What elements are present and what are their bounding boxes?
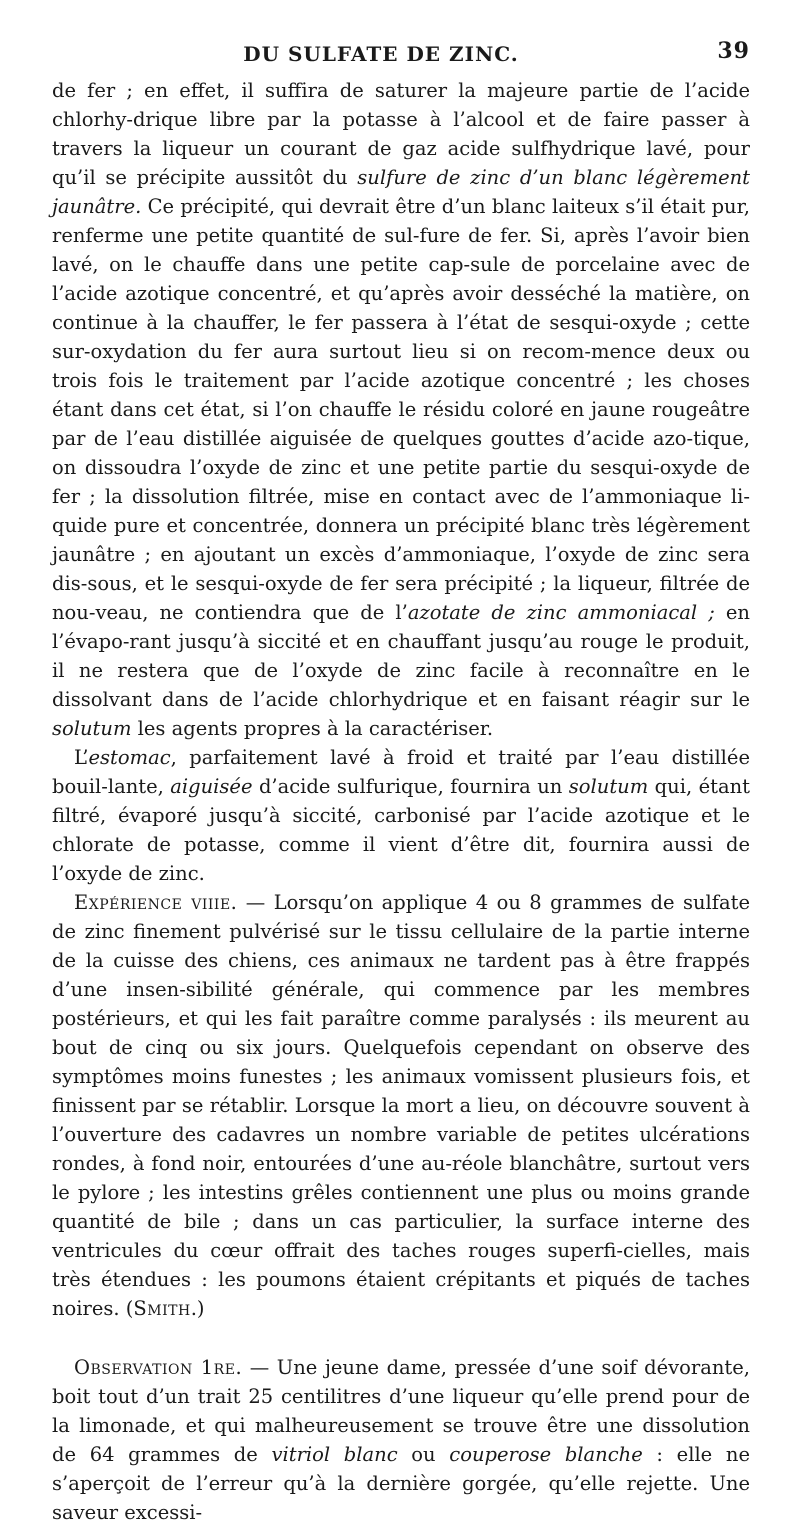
italic-term: sulfure de zinc d’un blanc légèrement jaunâtre. [52,166,750,218]
text-run: : elle ne s’aperçoit de l’erreur qu’à la dernière gorgée, qu’elle rejette. Une saveur excessi- [52,1443,750,1524]
text-run: ou [397,1443,450,1466]
paragraph-stomach [52,743,750,888]
text-run: — Lorsqu’on applique 4 ou 8 grammes de sulfate de zinc finement pulvérisé sur le tissu cellulaire de la partie interne de la cuisse des chiens, ces animaux ne tardent pas à être frappés d’une insen-sibilité générale, qui commence par les membres postérieurs, et qui les fait paraître comme paralysés : ils meurent au bout de cinq ou six jours. Quelquefois cependant on observe des symptômes moins funestes ; les animaux vomissent plusieurs fois, et finissent par se rétablir. Lorsque la mort a lieu, on découvre souvent à l’ouverture des cadavres un nombre variable de petites ulcérations rondes, à fond noir, entourées d’une au-réole blanchâtre, surtout vers le pylore ; les intestins grêles contiennent une plus ou moins grande quantité de bile ; dans un cas particulier, la surface interne des ventricules du cœur offrait des taches rouges superfi-cielles, mais très étendues : les poumons étaient crépitants et piqués de taches noires. ( [52,891,750,1320]
text-run: qui, étant filtré, évaporé jusqu’à siccité, carbonisé par l’acide azotique et le chlorate de potasse, comme il vient d’être dit, fournira aussi de l’oxyde de zinc. [52,775,750,885]
italic-term: vitriol blanc [271,1443,398,1466]
running-header [52,34,750,76]
italic-term: azotate de zinc ammoniacal ; [407,601,715,624]
text-run: les agents propres à la caractériser. [131,717,494,740]
experiment-label: Expérience viiie. [74,891,238,914]
paragraph-experiment [52,888,750,1323]
text-run: , parfaitement lavé à froid et traité par l’eau distillée bouil-lante, [52,746,750,798]
text-run: en l’évapo-rant jusqu’à siccité et en chauffant jusqu’au rouge le produit, il ne restera que de l’oxyde de zinc facile à reconnaître en le dissolvant dans de l’acide chlorhydrique et en faisant réagir sur le [52,601,750,711]
running-title: DU SULFATE DE ZINC. [243,42,519,66]
italic-term: solutum [52,717,132,740]
italic-term: aiguisée [170,775,253,798]
section-spacer [52,1323,750,1353]
text-run: — Une jeune dame, pressée d’une soif dévorante, boit tout d’un trait 25 centilitres d’une liqueur qu’elle prend pour de la limonade, et qui malheureusement se trouve être une dissolution de 64 grammes de [52,1356,751,1466]
paragraph-zinc-analysis [52,76,750,743]
paragraph-observation [52,1353,750,1527]
italic-term: couperose blanche [449,1443,643,1466]
author-name: Smith [133,1297,191,1320]
text-run: de fer ; en effet, il suffira de saturer la majeure partie de l’acide chlorhy-drique libre par la potasse à l’alcool et de faire passer à travers la liqueur un courant de gaz acide sulfhydrique lavé, pour qu’il se précipite aussitôt du [52,79,750,189]
page-number: 39 [717,38,750,64]
italic-term: solutum [568,775,649,798]
italic-term: estomac [88,746,171,769]
text-run: Ce précipité, qui devrait être d’un blanc laiteux s’il était pur, renferme une petite quantité de sul-fure de fer. Si, après l’avoir bien lavé, on le chauffe dans une petite cap-sule de porcelaine avec de l’acide azotique concentré, et qu’après avoir desséché la matière, on continue à la chauffer, le fer passera à l’état de sesqui-oxyde ; cette sur-oxydation du fer aura surtout lieu si on recom-mence deux ou trois fois le traitement par l’acide azotique concentré ; les choses étant dans cet état, si l’on chauffe le résidu coloré en jaune rougeâtre par de l’eau distillée aiguisée de quelques gouttes d’acide azo-tique, on dissoudra l’oxyde de zinc et une petite partie du sesqui-oxyde de fer ; la dissolution filtrée, mise en contact avec de l’ammoniaque li-quide pure et concentrée, donnera un précipité blanc très légèrement jaunâtre ; en ajoutant un excès d’ammoniaque, l’oxyde de zinc sera dis-sous, et le sesqui-oxyde de fer sera précipité ; la liqueur, filtrée de nou-veau, ne contiendra que de l’ [52,195,750,624]
text-run: .) [190,1297,205,1320]
observation-label: Observation 1re. [74,1356,243,1379]
text-run: L’ [74,746,89,769]
text-run: d’acide sulfurique, fournira un [252,775,569,798]
body-text [52,76,750,1527]
